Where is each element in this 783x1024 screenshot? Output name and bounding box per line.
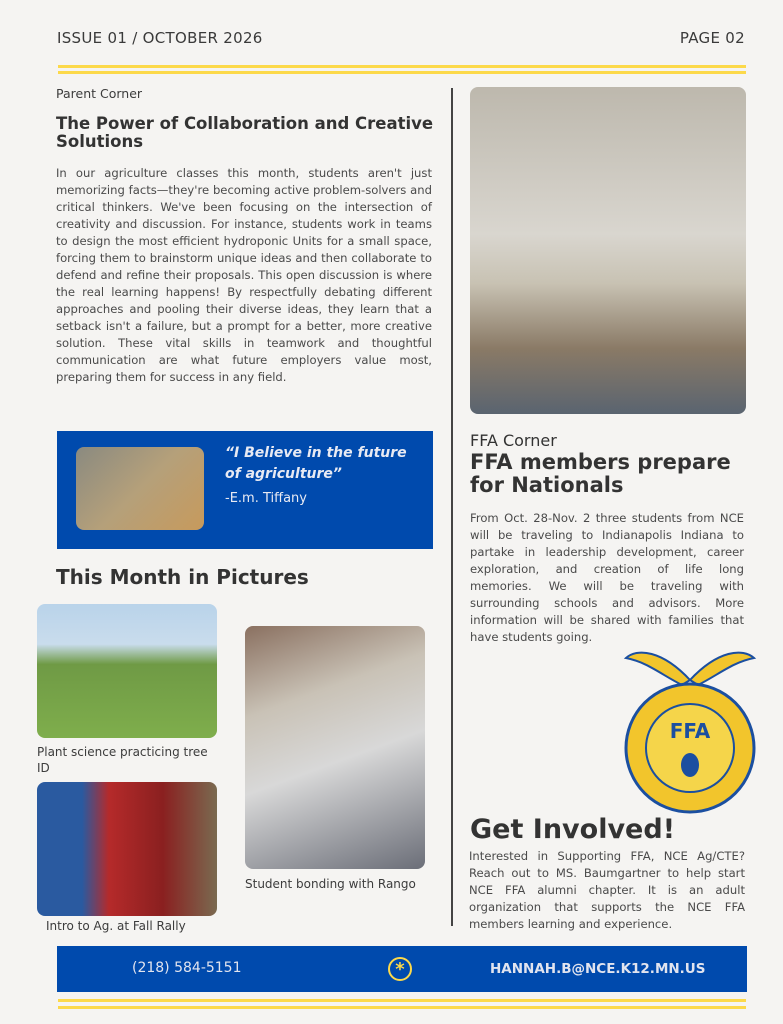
photo-caption: Plant science practicing tree ID (37, 745, 208, 775)
divider (58, 71, 746, 74)
classroom-photo (470, 87, 746, 414)
issue-label: ISSUE 01 / OCTOBER 2026 (57, 29, 263, 47)
involved-body: Interested in Supporting FFA, NCE Ag/CTE? Reach out to MS. Baumgartner to help start NCE FFA alumni chapter. It is an adult organization that supports the NCE FFA members learning and experience. (469, 849, 745, 931)
article-title: The Power of Collaboration and Creative Solutions (56, 114, 434, 151)
fall-rally-photo (37, 782, 217, 916)
divider (58, 1006, 746, 1009)
quote-author: -E.m. Tiffany (225, 491, 307, 506)
pictures-title: This Month in Pictures (56, 565, 309, 589)
quote-box (57, 431, 433, 549)
bearded-dragon-photo (76, 447, 204, 530)
section-kicker: Parent Corner (56, 86, 143, 101)
ffa-emblem (622, 640, 758, 815)
rango-photo (245, 626, 425, 869)
divider (58, 65, 746, 68)
footer-bar (57, 946, 747, 992)
photo-caption: Student bonding with Rango (245, 877, 416, 891)
asterisk-circle-icon: * (388, 957, 412, 981)
article-title: FFA members prepare for Nationals (470, 450, 731, 497)
article-body: In our agriculture classes this month, students aren't just memorizing facts—they're becoming active problem-solvers and critical thinkers. We've been focusing on the intersection of creativity and discussion. For instance, students work in teams to design the most efficient hydroponic Units for a small space, forcing them to brainstorm unique ideas and then collaborate to defend and refine their proposals. This open discussion is where the real learning happens! By respectfully debating different approaches and pooling their diverse ideas, they learn that a setback isn't a failure, but a prompt for a better, more creative solution. These vital skills in teamwork and thoughtful communication are what future employers value most, preparing them for success in any field. (56, 166, 432, 384)
email-address: HANNAH.B@NCE.K12.MN.US (490, 961, 706, 977)
divider (58, 999, 746, 1002)
article-body: From Oct. 28-Nov. 2 three students from NCE will be traveling to Indianapolis Indiana to partake in leadership development, career exploration, and creation of life long memories. We will be traveling with surrounding schools and advisors. More information will be shared with families that have students going. (470, 511, 744, 644)
involved-title: Get Involved! (470, 814, 676, 845)
quote-text: “I Believe in the future of agriculture” (225, 445, 407, 482)
phone-number: (218) 584-5151 (132, 960, 242, 976)
svg-text:FFA: FFA (669, 719, 711, 743)
column-divider (451, 88, 453, 926)
page-number: PAGE 02 (679, 29, 745, 47)
tree-id-photo (37, 604, 217, 738)
photo-caption: Intro to Ag. at Fall Rally (46, 919, 186, 933)
section-kicker: FFA Corner (470, 431, 557, 450)
